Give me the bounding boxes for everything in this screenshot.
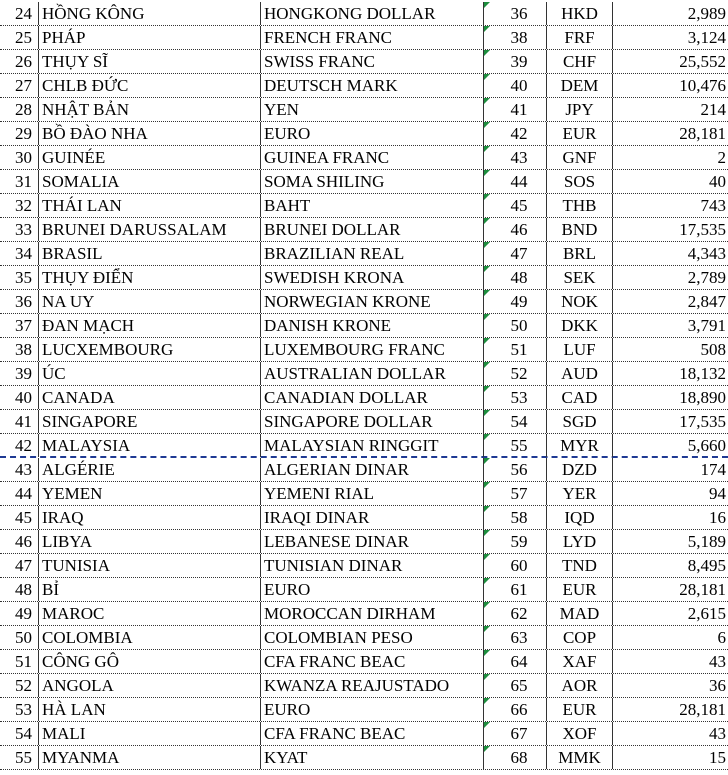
row-number-cell[interactable]: 48: [15, 580, 32, 599]
row-number-cell[interactable]: 24: [15, 4, 32, 23]
table-row: [0, 314, 728, 338]
code-cell[interactable]: 57: [483, 482, 546, 505]
code-cell[interactable]: 49: [483, 290, 546, 313]
currency-cell[interactable]: HONGKONG DOLLAR: [260, 2, 483, 25]
country-cell[interactable]: MALAYSIA: [38, 434, 260, 457]
row-number-cell[interactable]: 50: [15, 628, 32, 647]
country-cell[interactable]: ALGÉRIE: [38, 458, 260, 481]
code-cell[interactable]: 47: [483, 242, 546, 265]
rate-cell[interactable]: 4,343: [612, 242, 728, 265]
row-number-cell[interactable]: 33: [15, 220, 32, 239]
iso-code-cell[interactable]: EUR: [546, 698, 612, 721]
table-row: [0, 242, 728, 266]
table-row: [0, 386, 728, 410]
table-row: [0, 746, 728, 770]
country-cell[interactable]: CHLB ĐỨC: [38, 74, 260, 97]
table-row: [0, 434, 728, 458]
iso-code-cell[interactable]: EUR: [546, 578, 612, 601]
currency-cell[interactable]: TUNISIAN DINAR: [260, 554, 483, 577]
currency-cell[interactable]: KWANZA REAJUSTADO: [260, 674, 483, 697]
currency-cell[interactable]: BRAZILIAN REAL: [260, 242, 483, 265]
row-number-cell[interactable]: 40: [15, 388, 32, 407]
currency-cell[interactable]: DEUTSCH MARK: [260, 74, 483, 97]
iso-code-cell[interactable]: LYD: [546, 530, 612, 553]
iso-code-cell[interactable]: SEK: [546, 266, 612, 289]
table-row: [0, 578, 728, 602]
table-row: [0, 530, 728, 554]
row-number-cell[interactable]: 29: [15, 124, 32, 143]
table-row: [0, 74, 728, 98]
country-cell[interactable]: SINGAPORE: [38, 410, 260, 433]
currency-cell[interactable]: IRAQI DINAR: [260, 506, 483, 529]
row-number-cell[interactable]: 28: [15, 100, 32, 119]
rate-cell[interactable]: 8,495: [612, 554, 728, 577]
iso-code-cell[interactable]: JPY: [546, 98, 612, 121]
rate-cell[interactable]: 174: [612, 458, 728, 481]
code-cell[interactable]: 45: [483, 194, 546, 217]
code-cell[interactable]: 41: [483, 98, 546, 121]
rate-cell[interactable]: 17,535: [612, 410, 728, 433]
rate-cell[interactable]: 508: [612, 338, 728, 361]
code-cell[interactable]: 38: [483, 26, 546, 49]
rate-cell[interactable]: 743: [612, 194, 728, 217]
code-cell[interactable]: 43: [483, 146, 546, 169]
country-cell[interactable]: CÔNG GÔ: [38, 650, 260, 673]
country-cell[interactable]: COLOMBIA: [38, 626, 260, 649]
country-cell[interactable]: PHÁP: [38, 26, 260, 49]
rate-cell[interactable]: 2,989: [612, 2, 728, 25]
spreadsheet-table: [0, 2, 728, 770]
table-row: [0, 410, 728, 434]
code-cell[interactable]: 65: [483, 674, 546, 697]
currency-cell[interactable]: SWISS FRANC: [260, 50, 483, 73]
currency-cell[interactable]: BRUNEI DOLLAR: [260, 218, 483, 241]
table-row: [0, 290, 728, 314]
currency-cell[interactable]: YEMENI RIAL: [260, 482, 483, 505]
rate-cell[interactable]: 94: [612, 482, 728, 505]
iso-code-cell[interactable]: AOR: [546, 674, 612, 697]
row-number-cell[interactable]: 39: [15, 364, 32, 383]
iso-code-cell[interactable]: SGD: [546, 410, 612, 433]
country-cell[interactable]: TUNISIA: [38, 554, 260, 577]
rate-cell[interactable]: 18,890: [612, 386, 728, 409]
table-row: [0, 626, 728, 650]
table-row: [0, 698, 728, 722]
iso-code-cell[interactable]: SOS: [546, 170, 612, 193]
country-cell[interactable]: SOMALIA: [38, 170, 260, 193]
table-row: [0, 218, 728, 242]
rate-cell[interactable]: 43: [612, 650, 728, 673]
code-cell[interactable]: 53: [483, 386, 546, 409]
country-cell[interactable]: HỒNG KÔNG: [38, 2, 260, 25]
row-number-cell[interactable]: 41: [15, 412, 32, 431]
iso-code-cell[interactable]: NOK: [546, 290, 612, 313]
table-row: [0, 170, 728, 194]
iso-code-cell[interactable]: EUR: [546, 122, 612, 145]
table-row: [0, 26, 728, 50]
currency-cell[interactable]: EURO: [260, 698, 483, 721]
rate-cell[interactable]: 3,124: [612, 26, 728, 49]
country-cell[interactable]: MYANMA: [38, 746, 260, 769]
country-cell[interactable]: BỈ: [38, 578, 260, 601]
iso-code-cell[interactable]: CAD: [546, 386, 612, 409]
code-cell[interactable]: 44: [483, 170, 546, 193]
currency-cell[interactable]: ALGERIAN DINAR: [260, 458, 483, 481]
code-cell[interactable]: 39: [483, 50, 546, 73]
table-row: [0, 506, 728, 530]
rate-cell[interactable]: 28,181: [612, 698, 728, 721]
rate-cell[interactable]: 28,181: [612, 578, 728, 601]
code-cell[interactable]: 68: [483, 746, 546, 769]
row-number-cell[interactable]: 49: [15, 604, 32, 623]
currency-cell[interactable]: COLOMBIAN PESO: [260, 626, 483, 649]
currency-cell[interactable]: MOROCCAN DIRHAM: [260, 602, 483, 625]
code-cell[interactable]: 46: [483, 218, 546, 241]
table-row: [0, 554, 728, 578]
rate-cell[interactable]: 5,660: [612, 434, 728, 457]
table-row: [0, 122, 728, 146]
code-cell[interactable]: 42: [483, 122, 546, 145]
iso-code-cell[interactable]: THB: [546, 194, 612, 217]
country-cell[interactable]: BỒ ĐÀO NHA: [38, 122, 260, 145]
currency-cell[interactable]: DANISH KRONE: [260, 314, 483, 337]
code-cell[interactable]: 64: [483, 650, 546, 673]
rate-cell[interactable]: 40: [612, 170, 728, 193]
currency-cell[interactable]: EURO: [260, 578, 483, 601]
row-number-cell[interactable]: 42: [15, 436, 32, 455]
currency-cell[interactable]: CFA FRANC BEAC: [260, 650, 483, 673]
rate-cell[interactable]: 10,476: [612, 74, 728, 97]
country-cell[interactable]: ÚC: [38, 362, 260, 385]
row-number-cell[interactable]: 43: [15, 460, 32, 479]
row-number-cell[interactable]: 26: [15, 52, 32, 71]
rate-cell[interactable]: 28,181: [612, 122, 728, 145]
iso-code-cell[interactable]: XOF: [546, 722, 612, 745]
code-cell[interactable]: 55: [483, 434, 546, 457]
currency-cell[interactable]: LEBANESE DINAR: [260, 530, 483, 553]
country-cell[interactable]: THÁI LAN: [38, 194, 260, 217]
row-number-cell[interactable]: 47: [15, 556, 32, 575]
country-cell[interactable]: NHẬT BẢN: [38, 98, 260, 121]
table-row: [0, 50, 728, 74]
row-number-cell[interactable]: 36: [15, 292, 32, 311]
table-row: [0, 266, 728, 290]
code-cell[interactable]: 59: [483, 530, 546, 553]
country-cell[interactable]: NA UY: [38, 290, 260, 313]
country-cell[interactable]: HÀ LAN: [38, 698, 260, 721]
rate-cell[interactable]: 2: [612, 146, 728, 169]
country-cell[interactable]: LUCXEMBOURG: [38, 338, 260, 361]
rate-cell[interactable]: 2,789: [612, 266, 728, 289]
iso-code-cell[interactable]: GNF: [546, 146, 612, 169]
rate-cell[interactable]: 2,615: [612, 602, 728, 625]
code-cell[interactable]: 67: [483, 722, 546, 745]
iso-code-cell[interactable]: DKK: [546, 314, 612, 337]
row-number-cell[interactable]: 34: [15, 244, 32, 263]
row-number-cell[interactable]: 37: [15, 316, 32, 335]
row-number-cell[interactable]: 31: [15, 172, 32, 191]
country-cell[interactable]: BRASIL: [38, 242, 260, 265]
iso-code-cell[interactable]: TND: [546, 554, 612, 577]
iso-code-cell[interactable]: CHF: [546, 50, 612, 73]
country-cell[interactable]: THỤY ĐIỂN: [38, 266, 260, 289]
table-row: [0, 482, 728, 506]
code-cell[interactable]: 54: [483, 410, 546, 433]
code-cell[interactable]: 50: [483, 314, 546, 337]
country-cell[interactable]: CANADA: [38, 386, 260, 409]
code-cell[interactable]: 58: [483, 506, 546, 529]
code-cell[interactable]: 61: [483, 578, 546, 601]
rate-cell[interactable]: 5,189: [612, 530, 728, 553]
row-number-cell[interactable]: 45: [15, 508, 32, 527]
currency-cell[interactable]: YEN: [260, 98, 483, 121]
iso-code-cell[interactable]: YER: [546, 482, 612, 505]
table-row: [0, 2, 728, 26]
currency-cell[interactable]: SINGAPORE DOLLAR: [260, 410, 483, 433]
code-cell[interactable]: 51: [483, 338, 546, 361]
country-cell[interactable]: BRUNEI DARUSSALAM: [38, 218, 260, 241]
row-number-cell[interactable]: 38: [15, 340, 32, 359]
currency-cell[interactable]: GUINEA FRANC: [260, 146, 483, 169]
rate-cell[interactable]: 16: [612, 506, 728, 529]
rate-cell[interactable]: 6: [612, 626, 728, 649]
code-cell[interactable]: 62: [483, 602, 546, 625]
iso-code-cell[interactable]: BND: [546, 218, 612, 241]
table-row: [0, 98, 728, 122]
table-row: [0, 722, 728, 746]
iso-code-cell[interactable]: COP: [546, 626, 612, 649]
row-number-cell[interactable]: 32: [15, 196, 32, 215]
country-cell[interactable]: MALI: [38, 722, 260, 745]
code-cell[interactable]: 52: [483, 362, 546, 385]
currency-cell[interactable]: AUSTRALIAN DOLLAR: [260, 362, 483, 385]
iso-code-cell[interactable]: FRF: [546, 26, 612, 49]
code-cell[interactable]: 40: [483, 74, 546, 97]
country-cell[interactable]: GUINÉE: [38, 146, 260, 169]
table-row: [0, 146, 728, 170]
table-row: [0, 674, 728, 698]
country-cell[interactable]: YEMEN: [38, 482, 260, 505]
row-number-cell[interactable]: 46: [15, 532, 32, 551]
iso-code-cell[interactable]: MYR: [546, 434, 612, 457]
currency-cell[interactable]: CFA FRANC BEAC: [260, 722, 483, 745]
country-cell[interactable]: THỤY SĨ: [38, 50, 260, 73]
iso-code-cell[interactable]: HKD: [546, 2, 612, 25]
table-row: [0, 194, 728, 218]
row-number-cell[interactable]: 44: [15, 484, 32, 503]
currency-cell[interactable]: MALAYSIAN RINGGIT: [260, 434, 483, 457]
iso-code-cell[interactable]: BRL: [546, 242, 612, 265]
rate-cell[interactable]: 43: [612, 722, 728, 745]
currency-cell[interactable]: SWEDISH KRONA: [260, 266, 483, 289]
table-row: [0, 602, 728, 626]
table-row: [0, 362, 728, 386]
row-number-cell[interactable]: 35: [15, 268, 32, 287]
code-cell[interactable]: 60: [483, 554, 546, 577]
iso-code-cell[interactable]: LUF: [546, 338, 612, 361]
code-cell[interactable]: 63: [483, 626, 546, 649]
country-cell[interactable]: ANGOLA: [38, 674, 260, 697]
currency-cell[interactable]: FRENCH FRANC: [260, 26, 483, 49]
rate-cell[interactable]: 2,847: [612, 290, 728, 313]
rate-cell[interactable]: 15: [612, 746, 728, 769]
currency-cell[interactable]: KYAT: [260, 746, 483, 769]
row-number-cell[interactable]: 27: [15, 76, 32, 95]
rate-cell[interactable]: 17,535: [612, 218, 728, 241]
iso-code-cell[interactable]: MMK: [546, 746, 612, 769]
iso-code-cell[interactable]: DEM: [546, 74, 612, 97]
rate-cell[interactable]: 36: [612, 674, 728, 697]
rate-cell[interactable]: 3,791: [612, 314, 728, 337]
code-cell[interactable]: 36: [483, 2, 546, 25]
country-cell[interactable]: LIBYA: [38, 530, 260, 553]
rate-cell[interactable]: 214: [612, 98, 728, 121]
code-cell[interactable]: 48: [483, 266, 546, 289]
table-row: [0, 338, 728, 362]
row-number-cell[interactable]: 54: [15, 724, 32, 743]
country-cell[interactable]: ĐAN MẠCH: [38, 314, 260, 337]
rate-cell[interactable]: 18,132: [612, 362, 728, 385]
iso-code-cell[interactable]: AUD: [546, 362, 612, 385]
table-row: [0, 458, 728, 482]
currency-cell[interactable]: BAHT: [260, 194, 483, 217]
rate-cell[interactable]: 25,552: [612, 50, 728, 73]
currency-cell[interactable]: CANADIAN DOLLAR: [260, 386, 483, 409]
currency-cell[interactable]: NORWEGIAN KRONE: [260, 290, 483, 313]
currency-cell[interactable]: EURO: [260, 122, 483, 145]
row-number-cell[interactable]: 53: [15, 700, 32, 719]
row-number-cell[interactable]: 52: [15, 676, 32, 695]
row-number-cell[interactable]: 30: [15, 148, 32, 167]
country-cell[interactable]: MAROC: [38, 602, 260, 625]
iso-code-cell[interactable]: XAF: [546, 650, 612, 673]
iso-code-cell[interactable]: MAD: [546, 602, 612, 625]
table-row: [0, 650, 728, 674]
currency-cell[interactable]: LUXEMBOURG FRANC: [260, 338, 483, 361]
country-cell[interactable]: IRAQ: [38, 506, 260, 529]
currency-cell[interactable]: SOMA SHILING: [260, 170, 483, 193]
iso-code-cell[interactable]: IQD: [546, 506, 612, 529]
iso-code-cell[interactable]: DZD: [546, 458, 612, 481]
row-number-cell[interactable]: 55: [15, 748, 32, 767]
code-cell[interactable]: 56: [483, 458, 546, 481]
row-number-cell[interactable]: 51: [15, 652, 32, 671]
row-number-cell[interactable]: 25: [15, 28, 32, 47]
code-cell[interactable]: 66: [483, 698, 546, 721]
